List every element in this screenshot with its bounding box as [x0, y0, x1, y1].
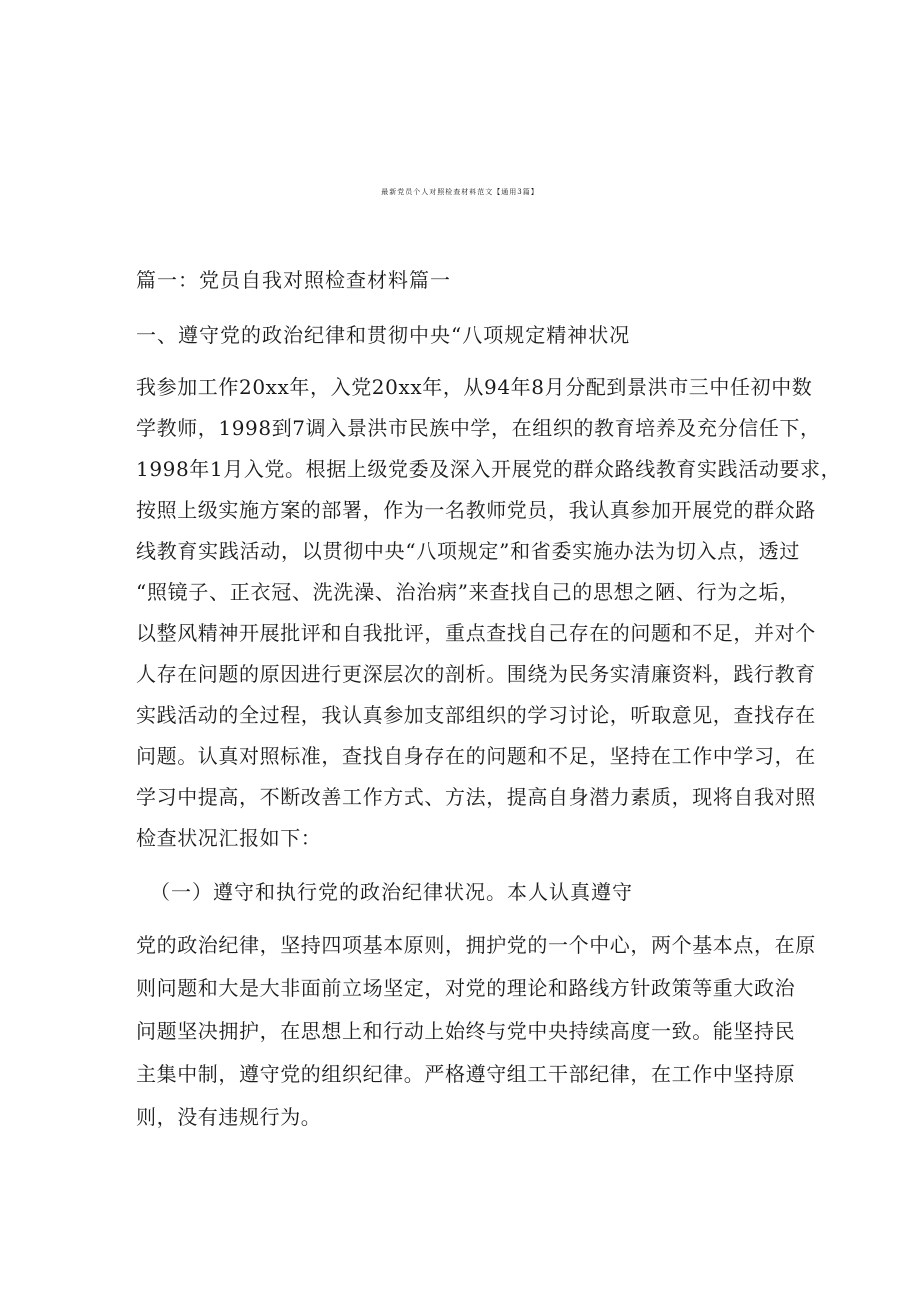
paragraph-line: 检查状况汇报如下： — [136, 826, 322, 850]
paragraph-line: 按照上级实施方案的部署，作为一名教师党员，我认真参加开展党的群众路 — [136, 498, 816, 522]
paragraph-1 — [136, 372, 842, 864]
paragraph-line: 我参加工作20xx年，入党20xx年，从94年8月分配到景洪市三中任初中数 — [136, 375, 813, 399]
section-heading: 一、遵守党的政治纪律和贯彻中央“八项规定精神状况 — [136, 323, 631, 347]
paragraph-line: 党的政治纪律，坚持四项基本原则，拥护党的一个中心，两个基本点，在原 — [136, 933, 816, 957]
paragraph-line: 主集中制，遵守党的组织纪律。严格遵守组工干部纪律，在工作中坚持原 — [136, 1062, 796, 1086]
paragraph-line: 线教育实践活动，以贯彻中央“八项规定”和省委实施办法为切入点，透过 — [136, 539, 800, 563]
paragraph-line: 以整风精神开展批评和自我批评，重点查找自己存在的问题和不足，并对个 — [136, 621, 816, 645]
paragraph-line: 问题坚决拥护，在思想上和行动上始终与党中央持续高度一致。能坚持民 — [136, 1019, 796, 1043]
paragraph-line: 则，没有违规行为。 — [136, 1105, 322, 1129]
paragraph-2 — [136, 930, 816, 1145]
paragraph-line: 问题。认真对照标准，查找自身存在的问题和不足，坚持在工作中学习，在 — [136, 744, 816, 768]
paragraph-line: “照镜子、正衣冠、洗洗澡、治治病”来查找自己的思想之陋、行为之垢， — [136, 580, 800, 604]
paragraph-line: 实践活动的全过程，我认真参加支部组织的学习讨论，听取意见，查找存在 — [136, 703, 816, 727]
paragraph-line: 1998年1月入党。根据上级党委及深入开展党的群众路线教育实践活动要求， — [136, 457, 842, 481]
document-title: 最新党员个人对照检查材料范文【通用3篇】 — [381, 188, 539, 196]
part-heading: 篇一：党员自我对照检查材料篇一 — [136, 268, 451, 292]
paragraph-line: 则问题和大是大非面前立场坚定，对党的理论和路线方针政策等重大政治 — [136, 976, 796, 1000]
paragraph-line: 学教师，1998到7调入景洪市民族中学，在组织的教育培养及充分信任下， — [136, 416, 821, 440]
paragraph-line: 人存在问题的原因进行更深层次的剖析。围绕为民务实清廉资料，践行教育 — [136, 662, 816, 686]
paragraph-line: 学习中提高，不断改善工作方式、方法，提高自身潜力素质，现将自我对照 — [136, 785, 816, 809]
sub-heading: （一）遵守和执行党的政治纪律状况。本人认真遵守 — [150, 880, 633, 904]
